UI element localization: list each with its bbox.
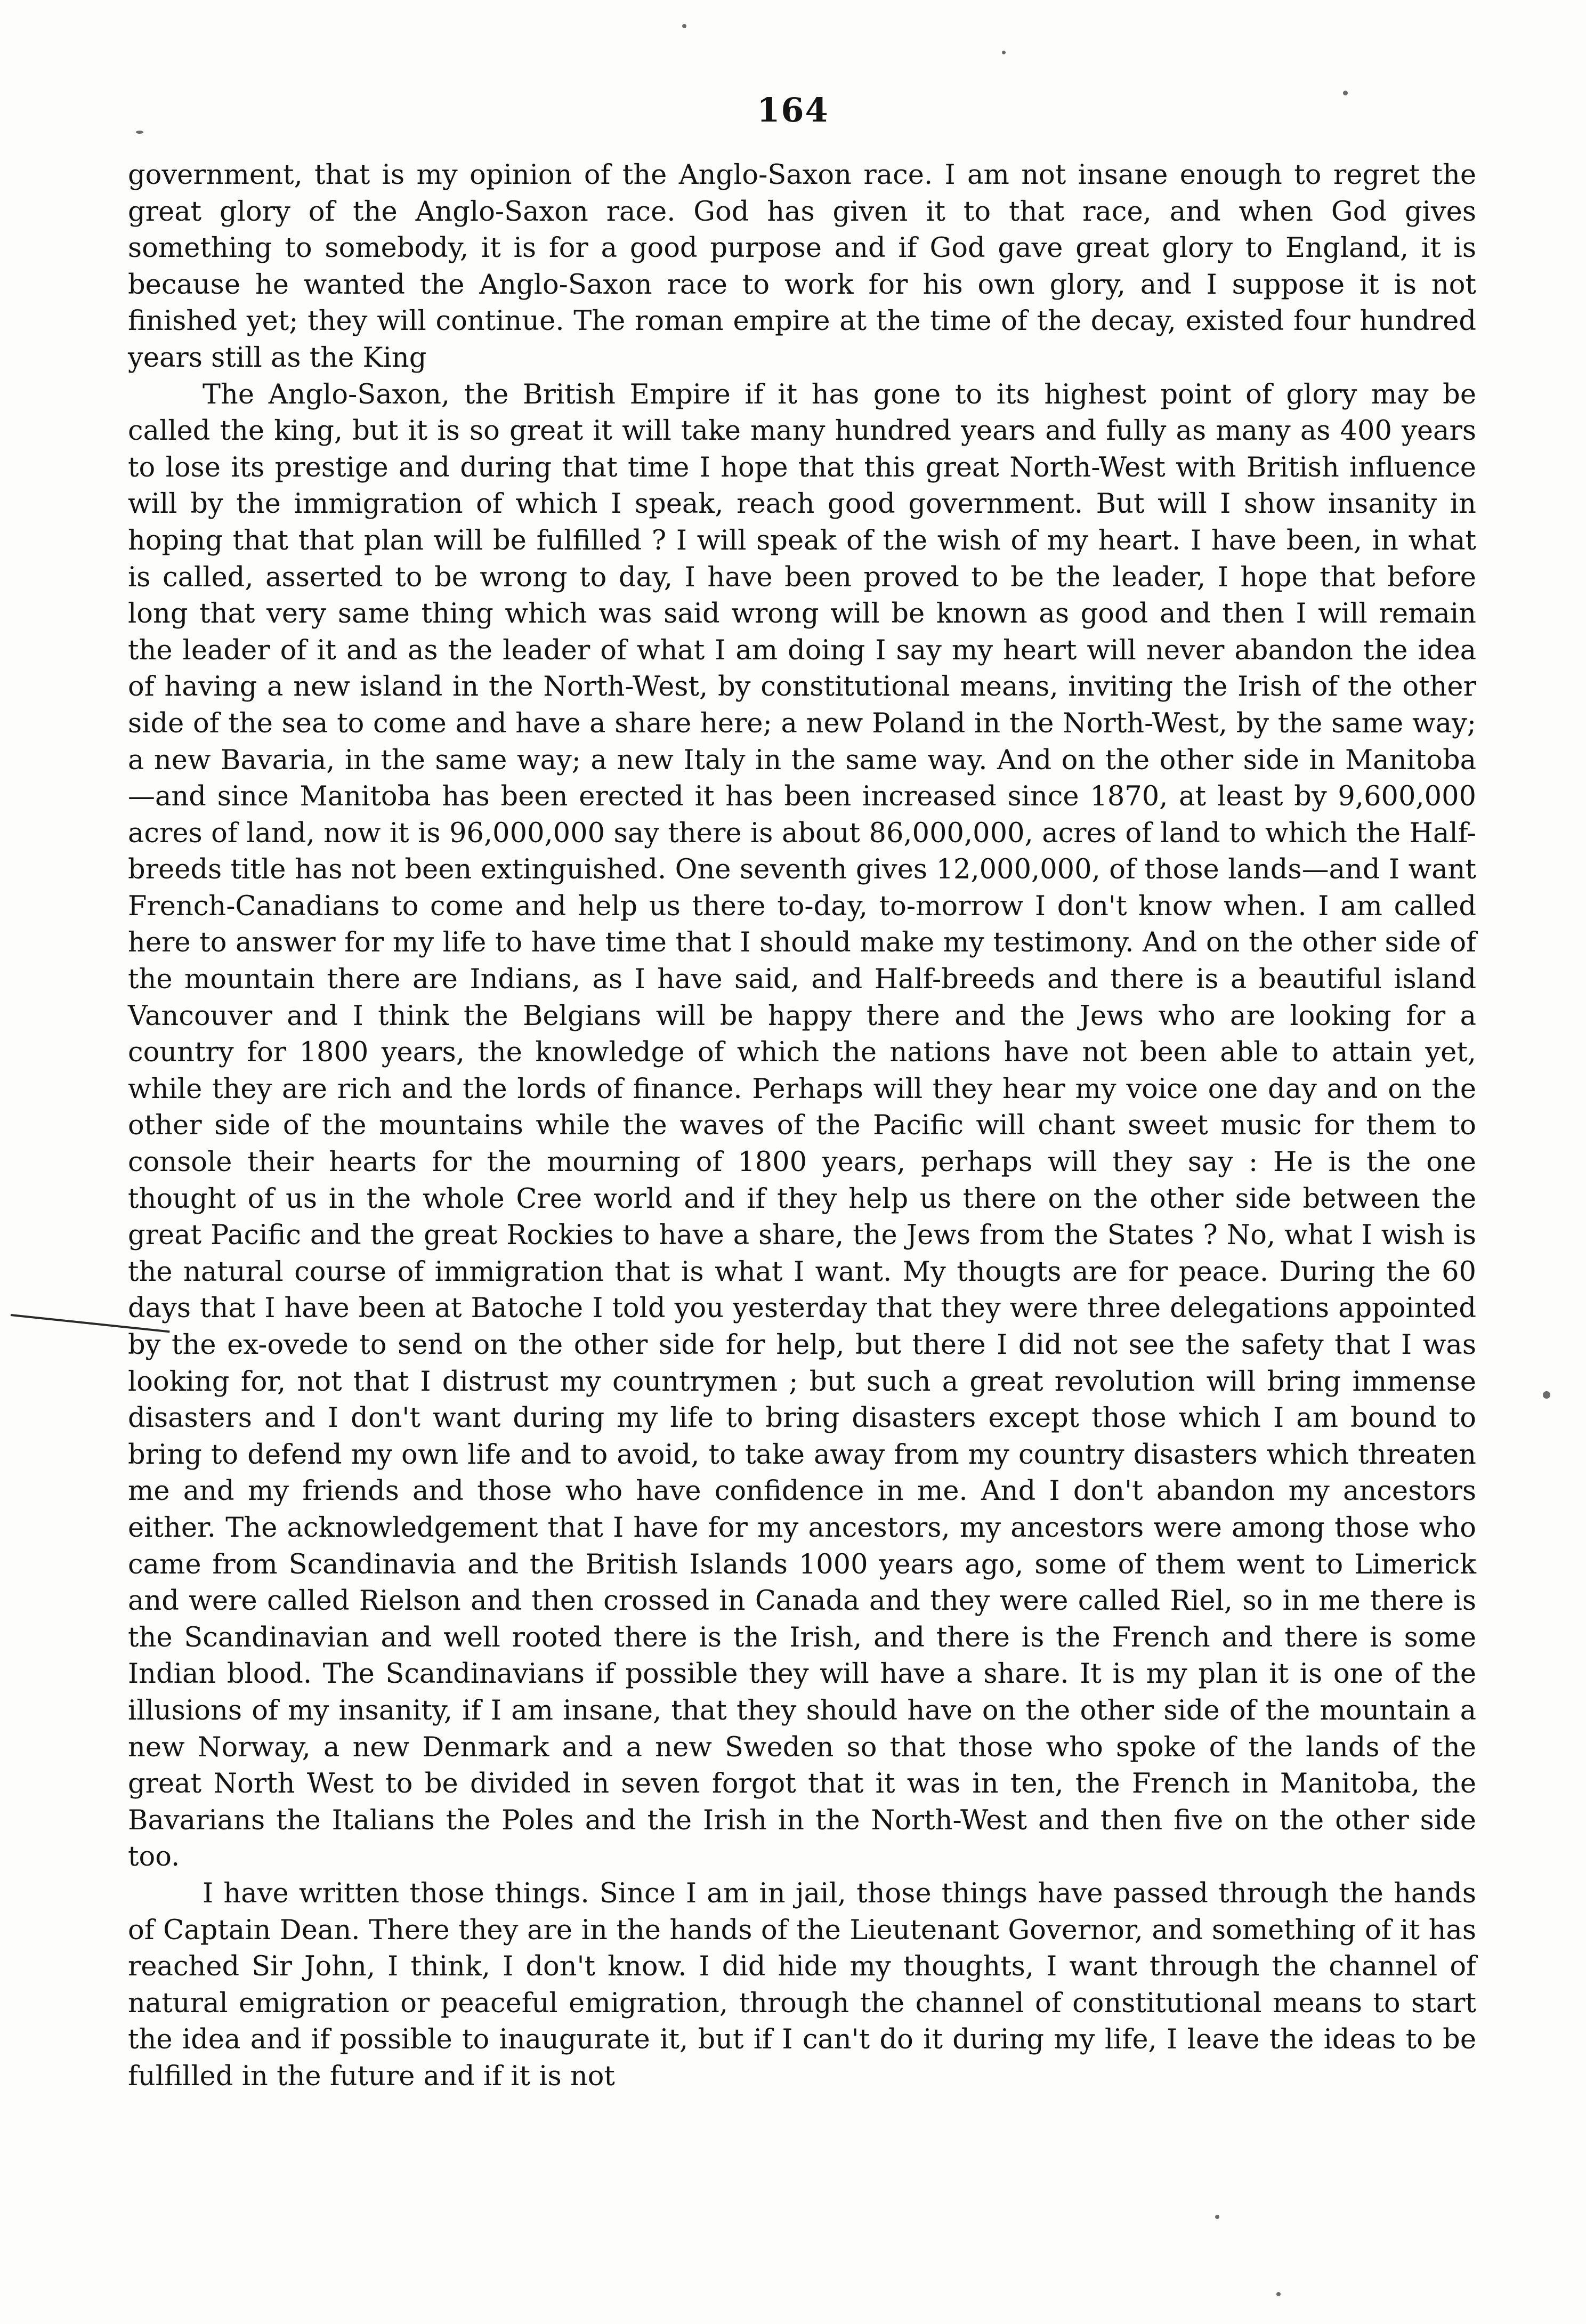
scan-speck bbox=[1343, 91, 1348, 95]
paragraph-1: government, that is my opinion of the Anglo-Saxon race. I am not insane enough to regret the great glory of the Anglo-Saxon race. God has given it to that race, and when God gives something to somebody, it is for a good purpose and if God gave great glory to England, it is because he wanted the Anglo-Saxon race to work for his own glory, and I suppose it is not finished yet; they will continue. The roman empire at the time of the decay, existed four hundred years still as the King bbox=[128, 159, 1476, 374]
scan-speck bbox=[1276, 2292, 1281, 2296]
document-body bbox=[128, 157, 1476, 2095]
scan-speck bbox=[682, 24, 686, 28]
page-number: 164 bbox=[757, 91, 829, 130]
scan-speck bbox=[1002, 51, 1006, 54]
paragraph-3: I have written those things. Since I am in jail, those things have passed through the hands of Captain Dean. There they are in the hands of the Lieutenant Governor, and something of it has reached Sir John, I think, I don't know. I did hide my thoughts, I want through the channel of natural emigration or peaceful emigration, through the channel of constitutional means to start the idea and if possible to inaugurate it, but if I can't do it during my life, I leave the ideas to be fulfilled in the future and if it is not bbox=[128, 1877, 1476, 2092]
scan-speck bbox=[1543, 1391, 1550, 1399]
scan-speck bbox=[136, 131, 143, 134]
scan-speck bbox=[1215, 2215, 1219, 2219]
paragraph-2: The Anglo-Saxon, the British Empire if it has gone to its highest point of glory may be called the king, but it is so great it will take many hundred years and fully as many as 400 years to lose its prestige and during that time I hope that this great North-West with British influence will by the immigration of which I speak, reach good government. But will I show insanity in hoping that that plan will be fulfilled ? I will speak of the wish of my heart. I have been, in what is called, asserted to be wrong to day, I have been proved to be the leader, I hope that before long that very same thing which was said wrong will be known as good and then I will remain the leader of it and as the leader of what I am doing I say my heart will never abandon the idea of having a new island in the North-West, by constitutional means, inviting the Irish of the other side of the sea to come and have a share here; a new Poland in the North-West, by the same way; a new Bavaria, in the same way; a new Italy in the same way. And on the other side in Manitoba—and since Manitoba has been erected it has been increased since 1870, at least by 9,600,000 acres of land, now it is 96,000,000 say there is about 86,000,000, acres of land to which the Half-breeds title has not been extinguished. One seventh gives 12,000,000, of those lands—and I want French-Canadians to come and help us there to-day, to-morrow I don't know when. I am called here to answer for my life to have time that I should make my testimony. And on the other side of the mountain there are Indians, as I have said, and Half-breeds and there is a beautiful island Vancouver and I think the Belgians will be happy there and the Jews who are looking for a country for 1800 years, the knowledge of which the nations have not been able to attain yet, while they are rich and the lords of finance. Perhaps will they hear my voice one day and on the other side of the mountains while the waves of the Pacific will chant sweet music for them to console their hearts for the mourning of 1800 years, perhaps will they say : He is the one thought of us in the whole Cree world and if they help us there on the other side between the great Pacific and the great Rockies to have a share, the Jews from the States ? No, what I wish is the natural course of immigration that is what I want. My thougts are for peace. During the 60 days that I have been at Batoche I told you yesterday that they were three delegations appointed by the ex-ovede to send on the other side for help, but there I did not see the safety that I was looking for, not that I distrust my countrymen ; but such a great revolution will bring immense disasters and I don't want during my life to bring disasters except those which I am bound to bring to defend my own life and to avoid, to take away from my country disasters which threaten me and my friends and those who have confidence in me. And I don't abandon my ancestors either. The acknowledgement that I have for my ancestors, my ancestors were among those who came from Scandinavia and the British Islands 1000 years ago, some of them went to Limerick and were called Rielson and then crossed in Canada and they were called Riel, so in me there is the Scandinavian and well rooted there is the Irish, and there is the French and there is some Indian blood. The Scandinavians if possible they will have a share. It is my plan it is one of the illusions of my insanity, if I am insane, that they should have on the other side of the mountain a new Norway, a new Denmark and a new Sweden so that those who spoke of the lands of the great North West to be divided in seven forgot that it was in ten, the French in Manitoba, the Bavarians the Italians the Poles and the Irish in the North-West and then five on the other side too. bbox=[128, 378, 1476, 1873]
